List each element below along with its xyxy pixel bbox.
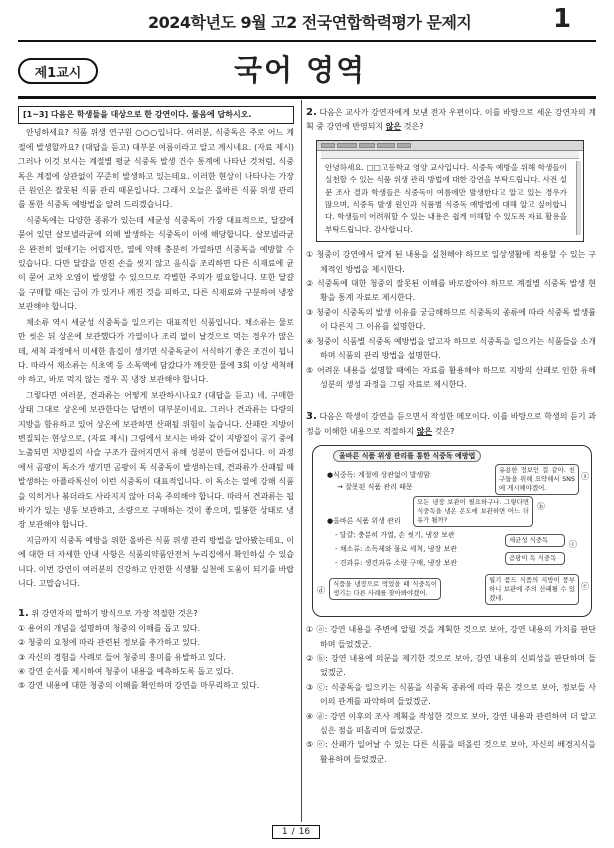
question-text: 다음은 학생이 강연을 듣으면서 작성한 메모이다. 이를 바탕으로 학생의 듣기 과정을 이해한 내용으로 적절하지 (306, 412, 597, 436)
left-column (18, 106, 294, 694)
question-number: 2. (306, 107, 317, 118)
choice-item[interactable]: ① 청중이 강연에서 알게 된 내용을 실천해야 하므로 일상생활에 적용할 수 있는 구체적인 방법을 제시한다. (306, 250, 596, 274)
page-current: 1 (281, 827, 288, 837)
choice-item[interactable]: ③ ⓒ: 식중독을 일으키는 식품을 식중독 종류에 따라 묶은 것으로 보아, 정보들 사이의 관계를 파악하며 들었겠군. (306, 682, 596, 707)
memo-line: - 견과류: 생견과류 소량 구매, 냉장 보관 (335, 559, 457, 568)
page-separator: / (291, 827, 295, 837)
choice-item[interactable]: ④ ⓓ: 강연 이후의 조사 계획을 작성한 것으로 보아, 강연 내용과 관련하여 더 알고 싶은 점을 떠올리며 들었겠군. (306, 711, 596, 735)
label-d: ⓓ (317, 586, 325, 596)
set-instruction: [1~3] 다음은 학생들을 대상으로 한 강연이다. 물음에 답하시오. (18, 106, 294, 124)
period-badge: 제1교시 (18, 58, 98, 84)
email-toolbar (317, 141, 583, 151)
memo-line: - 달걀: 충분히 가열, 손 씻기, 냉장 보관 (335, 531, 455, 540)
memo-line: → 잘못된 식품 관리 때문 (337, 483, 413, 492)
memo-line: ●올바른 식품 위생 관리 (327, 517, 401, 526)
label-c: ⓒ (569, 540, 577, 550)
sticky-note-c: 세균성 식중독 (505, 534, 565, 547)
question-3 (306, 410, 596, 439)
choice-item[interactable]: ⑤ ⓔ: 산패가 일어날 수 있는 다른 식품을 떠올린 것으로 보아, 자신의 배경지식을 활용하며 들었겠군. (306, 740, 596, 764)
question-emphasis: 않은 (385, 122, 402, 132)
sticky-note-e: 식품을 냉장으로 먹었을 때 식중독이 생기는 다른 사례를 찾아봐야겠어. (329, 578, 441, 600)
header-rule (18, 40, 596, 42)
page-indicator (272, 825, 320, 839)
memo-line: - 채소류: 소독제와 물로 세척, 냉장 보관 (335, 545, 457, 554)
choice-item[interactable]: ③ 자신의 경험을 사례로 들어 청중의 흥미를 유발하고 있다. (18, 652, 226, 662)
page-total: 16 (298, 827, 311, 837)
sticky-note-d: 곰팡이 독 식중독 (505, 552, 565, 565)
question-2 (306, 106, 596, 135)
question-text-end: 것은? (401, 122, 424, 132)
choice-item[interactable]: ② 식중독에 대한 청중의 잘못된 이해를 바로잡아야 하므로 계절별 식중독 발생 현황을 통계 자료로 제시한다. (306, 279, 596, 303)
sticky-note-a: 유용한 정보인 걸 같아. 친구들을 위해 요약해서 SNS에 게시해야겠어. (495, 464, 579, 495)
subject-title: 국어 영역 (234, 53, 367, 87)
lecture-paragraph: 그렇다면 여러분, 견과류는 어떻게 보관하시나요? (대답을 듣고) 네, 구매한 상태 그대로 상온에 보관한다는 답변이 대부분이네요. 그러나 견과류는 다량의 지방을 함유하고 있어 상온에 보관하면 산패될 위험이 높습니다. 산패란 지방이 변질되는 현상으로, (자료 제시) 그림에서 보시는 바와 같이 지방질이 공기 중에 노출되면 지방질의 사슬 구조가 끊어지면서 유해 성분이 만들어집니다. 이 과정에서 곰팡이 독소가 생기면 곰팡이 독 식중독이 발생하는데, 견과류가 산패될 때 발생하는 아플라톡신이 이런 식중독이 대표적입니다. 이 독소는 열에 강해 식품을 익히거나 볶더라도 사라지지 않아 더욱 주의해야 합니다. 따라서 견과류는 됩바기가 있는 냉동 보관하고, 소량으로 구매하는 것이 좋으며, 밀봉한 상태로 냉장 보관해야 합니다. (18, 390, 294, 530)
choice-item[interactable]: ④ 강연 순서를 제시하여 청중이 내용을 예측하도록 돕고 있다. (18, 667, 234, 677)
question-text: 다음은 교사가 강연자에게 보낸 전자 우편이다. 이를 바탕으로 세운 강연자의 계획 중 강연에 반영되지 (306, 108, 597, 132)
choice-item[interactable]: ⑤ 어려운 내용을 설명할 때에는 자료를 활용해야 하므로 지방의 산패로 인한 유해 성분의 생성 과정을 그림 자료로 제시한다. (306, 365, 596, 389)
choice-item[interactable]: ① 용어의 개념을 설명하며 청중의 이해를 돕고 있다. (18, 623, 201, 633)
choice-item[interactable]: ② ⓑ: 강연 내용에 의문을 제기한 것으로 보아, 강연 내용의 신뢰성을 판단하며 들었겠군. (306, 653, 596, 678)
label-e: ⓔ (581, 582, 589, 592)
lecture-paragraph: 식중독에는 다양한 종류가 있는데 세균성 식중독이 가장 대표적으로, 달걀에 묻어 있던 살모넬라균에 의해 발생하는 식중독이 이에 해당합니다. 살모넬라균은 완전히 없애기는 어렵지만, 열에 약해 충분히 가열하면 식중독을 예방할 수 있습니다. 다만 달걀을 만진 손을 씻지 않고 음식을 조리하면 다른 식재료에 균이 묻어 교차 오염이 발생할 수 있으므로 각별한 주의가 필요합니다. 또한 달걀을 구매할 때는 금이 가 있거나 깨진 것을 피하고, 다른 식재료와 구분하여 냉장 보관해야 합니다. (18, 215, 294, 312)
choice-item[interactable]: ① ⓐ: 강연 내용을 주변에 알릴 것을 계획한 것으로 보아, 강연 내용의 가치를 판단하며 들었겠군. (306, 625, 596, 649)
choice-item[interactable]: ③ 청중이 식중독의 발생 이유를 궁금해하므로 식중독의 종류에 따라 식중독 발생률이 다른지 그 이유를 설명한다. (306, 307, 596, 332)
question-text: 위 강연자의 말하기 방식으로 가장 적절한 것은? (31, 609, 198, 619)
lecture-paragraph: 안녕하세요? 식품 위생 연구원 ○○○입니다. 여러분, 식중독은 주로 어느 계절에 발생할까요? (대답을 듣고) 대부분 여름이라고 알고 계시네요. (자료 제시) 그러나 이것 보시는 계절별 평균 식중독 발생 건수 통계에 나타난 것처럼, 식중독은 계절에 상관없이 꾸준히 발생하고 있는데요. 이러한 현상이 나타나는 가장 큰 원인은 잘못된 식품 관리 때문입니다. 그래서 오늘은 올바른 식품 위생 관리를 통한 식중독 예방법을 알려 드리겠습니다. (18, 128, 294, 210)
email-body (317, 159, 583, 241)
question-number: 3. (306, 411, 317, 423)
question-text-end: 것은? (432, 426, 455, 436)
memo-line: ●식중독: 계절에 상관없이 발생함 (327, 471, 431, 480)
label-b: ⓑ (537, 502, 545, 512)
header-page-number: 1 (553, 4, 572, 34)
right-column (306, 106, 596, 767)
choice-item[interactable]: ⑤ 강연 내용에 대한 청중의 이해를 확인하며 강연을 마무리하고 있다. (18, 681, 260, 691)
column-divider (301, 100, 302, 822)
choice-item[interactable]: ② 청중의 요청에 따라 관련된 정보를 추가하고 있다. (18, 638, 201, 648)
choice-item[interactable]: ④ 청중이 식품별 식중독 예방법을 알고자 하므로 식중독을 일으키는 식품들을 소개하며 식품의 관리 방법을 설명한다. (306, 336, 596, 361)
lecture-paragraph: 지금까지 식중독 예방을 위한 올바른 식품 위생 관리 방법을 알아봤는데요, 이에 대한 더 자세한 안내 사항은 식품의약품안전처 누리집에서 확인하실 수 있습니다. 이번 강연이 여러분의 건강하고 안전한 식생활 실천에 도움이 되기를 바랍니다. 고맙습니다. (18, 535, 294, 588)
memo-title: 올바른 식품 위생 관리를 통한 식중독 예방법 (333, 450, 481, 462)
email-address-bar (321, 151, 579, 159)
email-scrollbar (576, 161, 581, 235)
email-text: 안녕하세요. □□고등학교 영양 교사입니다. 식중독 예방을 위해 학생들이 실천할 수 있는 식품 위생 관리 방법에 대한 강연을 부탁드립니다. 사전 설문 조사 결과 학생들은 식중독이 여름에만 발생한다고 알고 있는 경우가 많으며, 식중독 발생 원인과 식품별 식중독 예방법에 대해 알고 싶어합니다. 학생들이 어려워할 수 있는 내용은 쉽게 이해할 수 있도록 자료 활용을 부탁드립니다. 감사합니다. (325, 162, 567, 234)
email-window (316, 140, 584, 242)
question-emphasis: 않은 (416, 426, 433, 436)
subject-rule (18, 96, 596, 99)
exam-title: 2024학년도 9월 고2 전국연합학력평가 문제지 (148, 13, 472, 32)
sticky-note-f: 월기 품드 식품의 지방이 풍부하니 보관에 주의 산패될 수 있겠네. (485, 574, 579, 605)
lecture-paragraph: 채소류 역시 세균성 식중독을 일으키는 대표적인 식품입니다. 채소류는 물로만 씻은 뒤 상온에 보관했다가 가열이나 조리 없이 날것으로 먹는 경우가 많은데, 세척 과정에서 미세한 흠집이 생기면 식중독균이 서식하기 좋은 조건이 됩니다. 따라서 채소류는 식초액 등 소독액에 담갔다가 깨끗한 물에 3회 이상 세척해야 하고, 바로 먹지 않는 경우 꼭 냉장 보관해야 합니다. (18, 317, 294, 385)
question-1 (18, 607, 294, 621)
sticky-note-b: 모든 냉장 보관이 필요하구나. 그렇다면 식중독을 냉온 온도에 보관하면 어느 더 유가 될까? (413, 496, 533, 527)
label-a: ⓐ (581, 472, 589, 482)
question-number: 1. (18, 608, 29, 620)
memo-figure (312, 445, 592, 617)
